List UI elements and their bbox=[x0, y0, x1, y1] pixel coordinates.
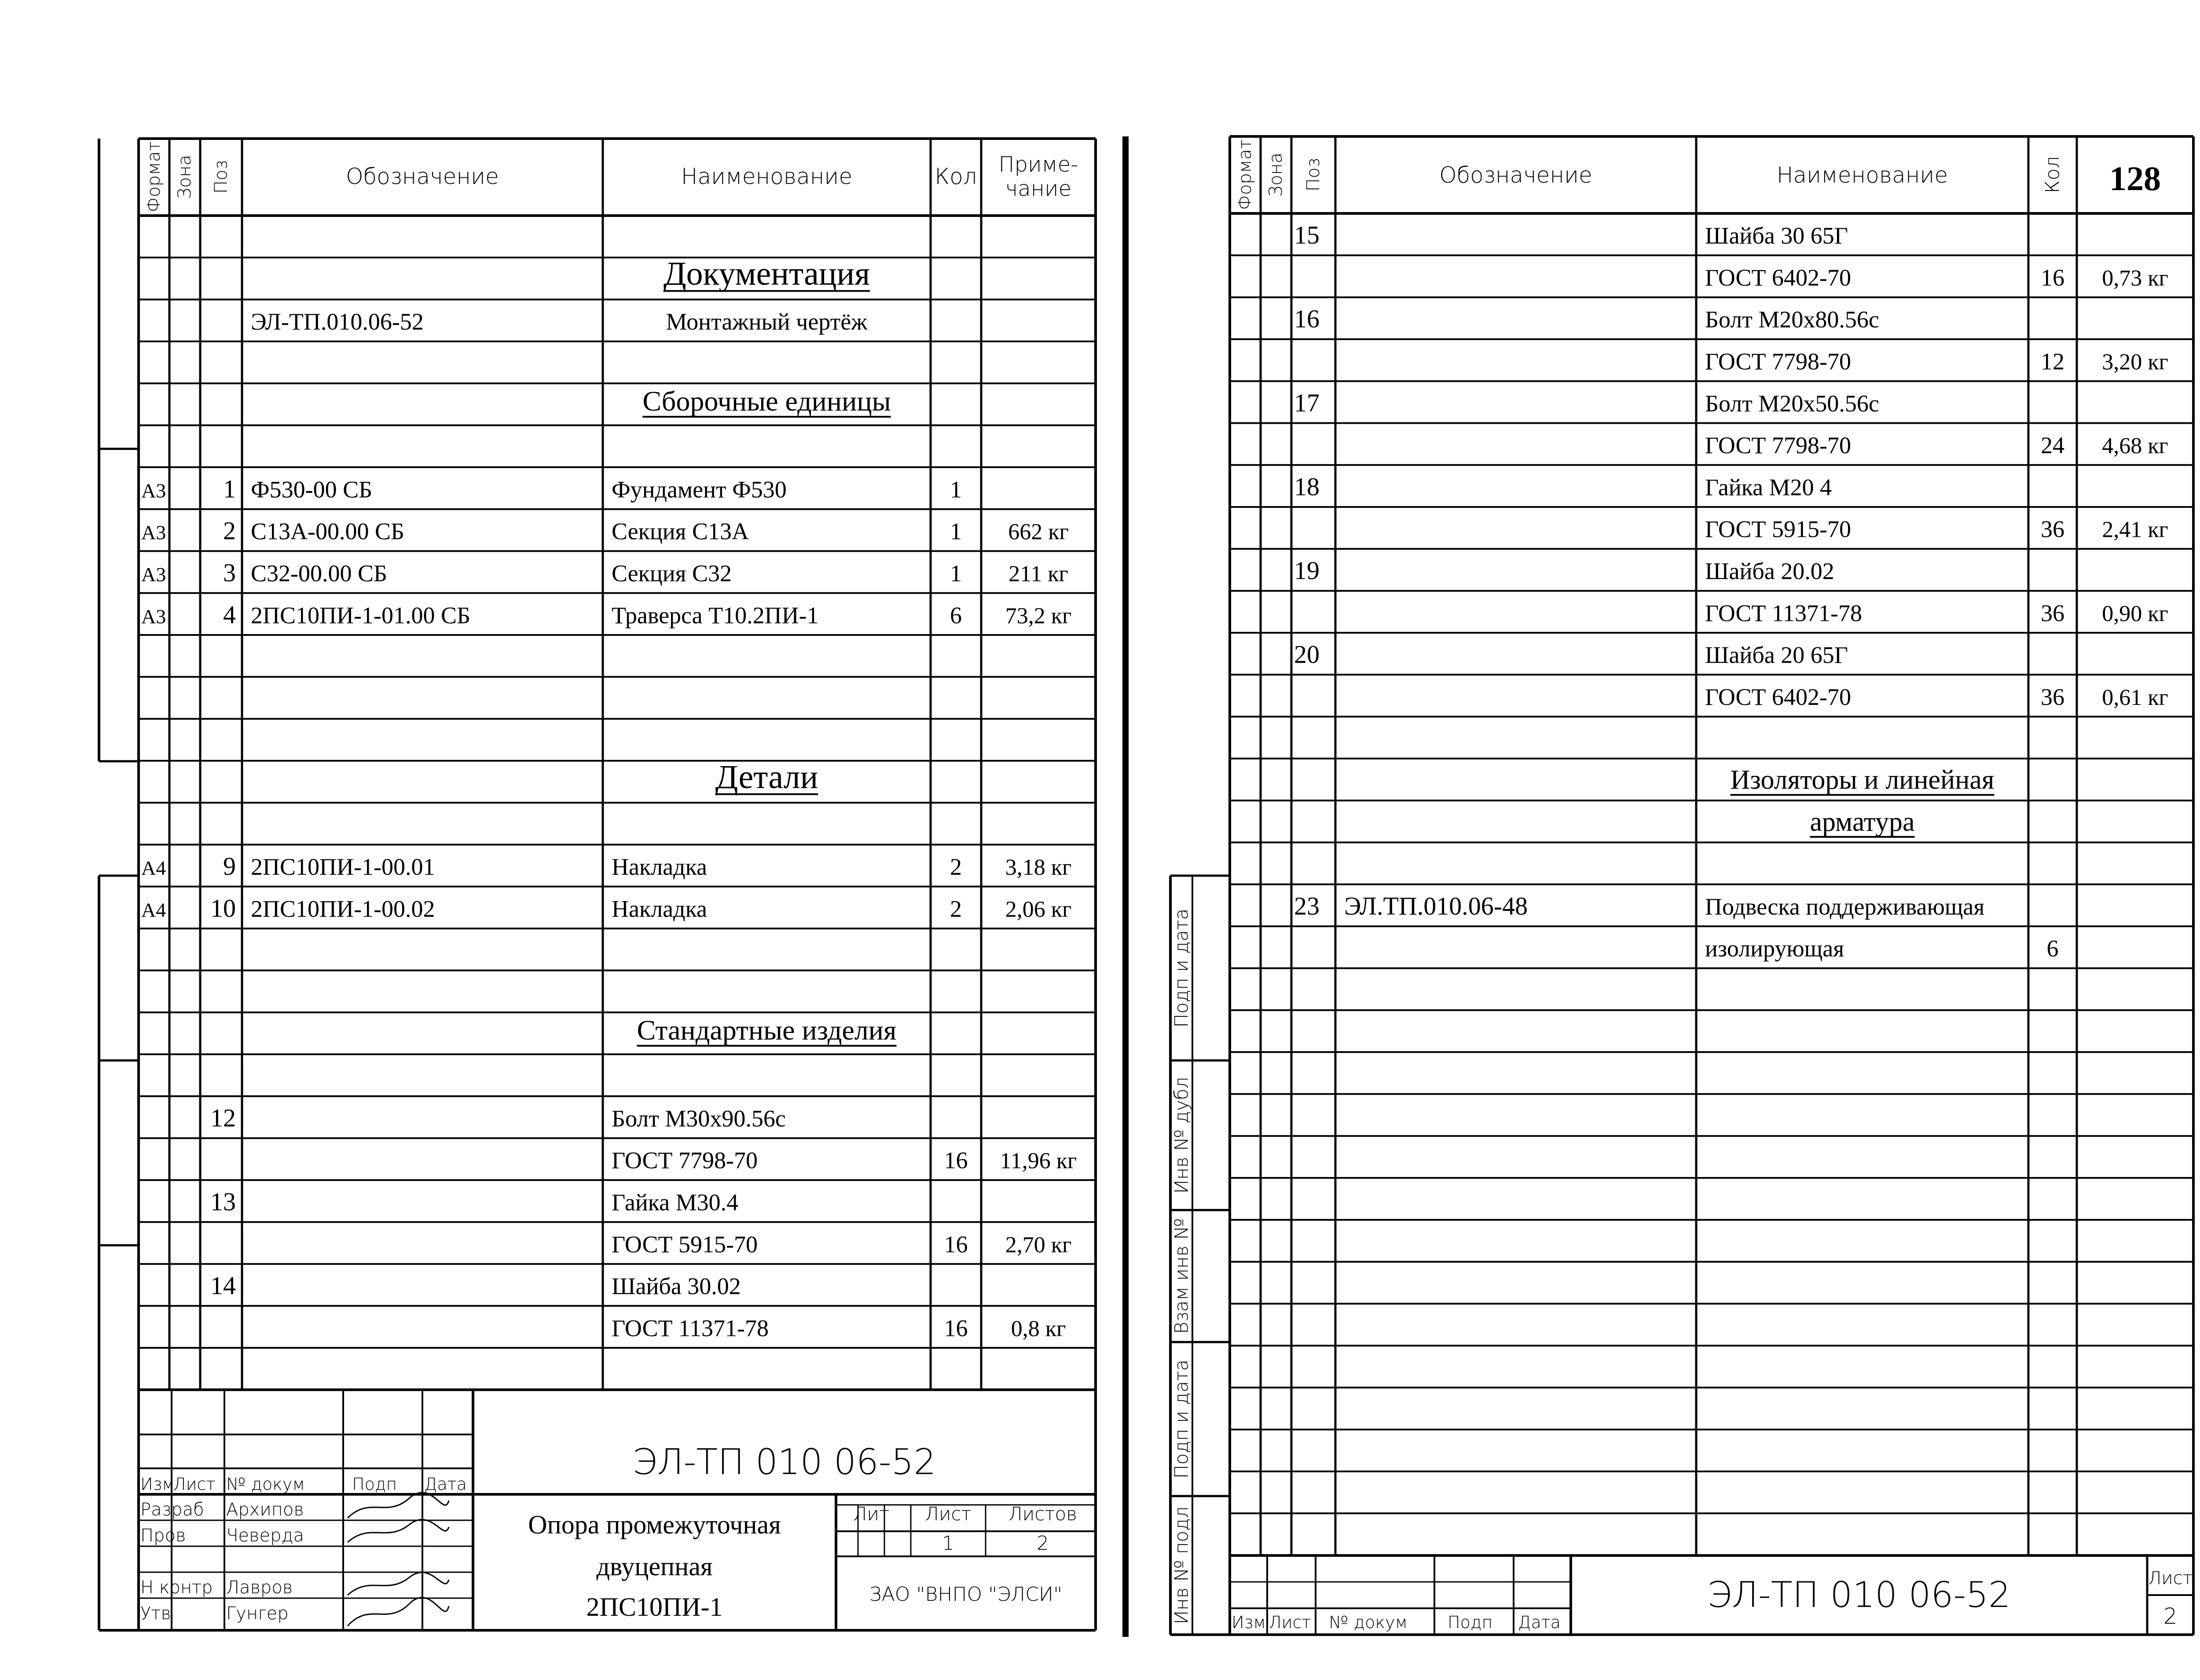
qty-cell: 36 bbox=[2041, 516, 2064, 543]
qty-cell: 36 bbox=[2041, 683, 2064, 710]
header-note: чание bbox=[1005, 176, 1072, 201]
header-qty: Кол bbox=[935, 164, 977, 189]
side-stamp-label: Инв № дубл bbox=[1170, 1077, 1192, 1194]
tb-sheets-value: 2 bbox=[1037, 1532, 1049, 1555]
tb-col-docnum: № докум bbox=[226, 1475, 305, 1494]
position-cell: 17 bbox=[1294, 388, 1320, 417]
header-zone: Зона bbox=[175, 154, 195, 199]
qty-cell: 2 bbox=[950, 895, 962, 922]
note-cell: 0,8 кг bbox=[1011, 1316, 1066, 1342]
tb-col-sign: Подп bbox=[1448, 1613, 1493, 1632]
name-cell: ГОСТ 7798-70 bbox=[1705, 432, 1852, 459]
name-cell: Секция С32 bbox=[612, 560, 732, 587]
position-cell: 12 bbox=[210, 1103, 236, 1132]
company-name: ЗАО "ВНПО "ЭЛСИ" bbox=[869, 1583, 1063, 1606]
name-cell: Шайба 20.02 bbox=[1705, 558, 1834, 585]
tb-role: Утв bbox=[140, 1603, 171, 1624]
note-cell: 0,73 кг bbox=[2102, 265, 2168, 291]
name-cell: ГОСТ 6402-70 bbox=[1705, 683, 1852, 710]
name-cell: Шайба 20 65Г bbox=[1705, 642, 1848, 668]
qty-cell: 1 bbox=[950, 518, 962, 545]
tb-person: Гунгер bbox=[226, 1603, 289, 1624]
header-qty: Кол bbox=[2041, 156, 2064, 194]
signature-mark bbox=[348, 1519, 449, 1542]
qty-cell: 2 bbox=[950, 854, 962, 880]
name-cell: Болт М30х90.56с bbox=[612, 1105, 786, 1132]
document-title: Опора промежуточная bbox=[528, 1510, 781, 1539]
name-cell: изолирующая bbox=[1705, 935, 1844, 962]
qty-cell: 24 bbox=[2041, 432, 2064, 459]
name-cell: Траверса Т10.2ПИ-1 bbox=[612, 602, 819, 629]
qty-cell: 16 bbox=[2041, 264, 2064, 291]
header-pos: Поз bbox=[1303, 158, 1324, 192]
section-heading: арматура bbox=[1810, 807, 1915, 837]
name-cell: Гайка М30.4 bbox=[612, 1189, 739, 1216]
tb-col-date: Дата bbox=[424, 1475, 467, 1494]
note-cell: 2,06 кг bbox=[1005, 897, 1072, 922]
tb-col-sign: Подп bbox=[352, 1475, 397, 1494]
side-stamp-label: Инв № подл bbox=[1170, 1506, 1192, 1625]
side-stamp-label: Подп и дата bbox=[1170, 908, 1192, 1028]
note-cell: 3,18 кг bbox=[1005, 855, 1072, 880]
note-cell: 3,20 кг bbox=[2102, 349, 2168, 375]
tb-col-izm: Изм bbox=[1232, 1613, 1266, 1632]
qty-cell: 16 bbox=[944, 1147, 968, 1174]
qty-cell: 6 bbox=[950, 602, 962, 629]
position-cell: 13 bbox=[210, 1187, 236, 1216]
header-format: Формат bbox=[144, 141, 164, 213]
left-spec-sheet bbox=[99, 139, 1096, 1630]
section-heading: Стандартные изделия bbox=[637, 1014, 897, 1046]
tb-sheet-value: 1 bbox=[942, 1532, 954, 1555]
qty-cell: 1 bbox=[950, 560, 962, 587]
position-cell: 1 bbox=[223, 474, 236, 503]
designation-cell: С32-00.00 СБ bbox=[251, 560, 388, 587]
section-heading: Изоляторы и линейная bbox=[1730, 765, 1995, 795]
position-cell: 10 bbox=[210, 894, 236, 923]
note-cell: 211 кг bbox=[1008, 561, 1068, 587]
name-cell: Подвеска поддерживающая bbox=[1705, 893, 1985, 920]
tb-person: Чеверда bbox=[226, 1526, 304, 1546]
tb-sheet-label: Лист bbox=[2148, 1568, 2193, 1588]
position-cell: 18 bbox=[1294, 472, 1320, 501]
designation-cell: Ф530-00 СБ bbox=[251, 476, 373, 503]
position-cell: 15 bbox=[1294, 220, 1320, 249]
note-cell: 662 кг bbox=[1008, 519, 1069, 545]
section-heading: Документация bbox=[663, 255, 870, 293]
note-cell: 4,68 кг bbox=[2102, 433, 2168, 459]
note-cell: 0,61 кг bbox=[2102, 685, 2168, 710]
name-cell: ГОСТ 7798-70 bbox=[1705, 348, 1852, 375]
format-cell: А3 bbox=[141, 605, 166, 628]
designation-cell: 2ПС10ПИ-1-01.00 СБ bbox=[251, 602, 470, 629]
name-cell: ГОСТ 11371-78 bbox=[1705, 600, 1863, 627]
position-cell: 9 bbox=[223, 852, 236, 881]
qty-cell: 1 bbox=[950, 476, 962, 503]
tb-sheet-value: 2 bbox=[2163, 1603, 2178, 1629]
side-stamp-label: Взам инв № bbox=[1170, 1218, 1192, 1334]
document-title: двуцепная bbox=[596, 1552, 713, 1581]
header-note: Приме- bbox=[998, 152, 1078, 177]
format-cell: А4 bbox=[141, 899, 166, 921]
header-format: Формат bbox=[1235, 139, 1255, 210]
position-cell: 3 bbox=[223, 558, 236, 587]
qty-cell: 12 bbox=[2041, 348, 2064, 375]
name-cell: Шайба 30.02 bbox=[612, 1273, 741, 1300]
designation-cell: 2ПС10ПИ-1-00.01 bbox=[251, 854, 435, 880]
header-name: Наименование bbox=[681, 164, 853, 189]
designation-cell: ЭЛ-ТП.010.06-52 bbox=[251, 308, 424, 335]
page-number: 128 bbox=[2109, 159, 2161, 198]
designation-cell: 2ПС10ПИ-1-00.02 bbox=[251, 895, 435, 922]
position-cell: 16 bbox=[1294, 304, 1320, 334]
name-cell: Фундамент Ф530 bbox=[612, 476, 787, 503]
position-cell: 19 bbox=[1294, 556, 1320, 585]
name-cell: ГОСТ 11371-78 bbox=[612, 1315, 769, 1342]
name-cell: ГОСТ 7798-70 bbox=[612, 1147, 758, 1174]
doc-code: ЭЛ-ТП 010 06-52 bbox=[1707, 1574, 2011, 1615]
tb-col-list: Лист bbox=[1269, 1613, 1311, 1632]
header-name: Наименование bbox=[1776, 162, 1948, 188]
tb-col-izm: Изм bbox=[140, 1475, 175, 1494]
note-cell: 2,70 кг bbox=[1005, 1232, 1072, 1258]
name-cell: Монтажный чертёж bbox=[666, 308, 868, 335]
tb-col-docnum: № докум bbox=[1329, 1613, 1408, 1632]
name-cell: Гайка М20 4 bbox=[1705, 474, 1832, 501]
format-cell: А4 bbox=[141, 857, 166, 880]
tb-sheets-label: Листов bbox=[1008, 1503, 1077, 1525]
name-cell: ГОСТ 5915-70 bbox=[1705, 516, 1852, 543]
qty-cell: 36 bbox=[2041, 600, 2064, 627]
position-cell: 2 bbox=[223, 516, 236, 545]
position-cell: 4 bbox=[223, 600, 236, 629]
document-title: 2ПС10ПИ-1 bbox=[586, 1592, 723, 1621]
signature-mark bbox=[348, 1572, 449, 1595]
right-spec-sheet bbox=[1170, 136, 2193, 1635]
tb-lit-label: Лит bbox=[853, 1503, 890, 1525]
name-cell: Болт М20х80.56с bbox=[1705, 306, 1879, 333]
section-heading: Сборочные единицы bbox=[642, 385, 891, 417]
side-stamp-label: Подп и дата bbox=[1170, 1359, 1192, 1479]
header-zone: Зона bbox=[1266, 152, 1286, 197]
tb-person: Архипов bbox=[226, 1500, 304, 1520]
header-designation: Обозначение bbox=[1439, 162, 1592, 188]
tb-col-list: Лист bbox=[173, 1475, 216, 1494]
name-cell: ГОСТ 6402-70 bbox=[1705, 264, 1852, 291]
section-heading: Детали bbox=[715, 758, 818, 796]
tb-sheet-label: Лист bbox=[925, 1503, 972, 1525]
tb-role: Пров bbox=[140, 1526, 186, 1546]
name-cell: Секция С13А bbox=[612, 518, 749, 545]
tb-role: Разраб bbox=[140, 1500, 204, 1520]
name-cell: Шайба 30 65Г bbox=[1705, 222, 1848, 249]
doc-code: ЭЛ-ТП 010 06-52 bbox=[632, 1442, 936, 1482]
position-cell: 20 bbox=[1294, 640, 1320, 669]
signature-mark bbox=[348, 1598, 449, 1626]
header-designation: Обозначение bbox=[346, 164, 499, 189]
note-cell: 73,2 кг bbox=[1005, 603, 1072, 629]
tb-col-date: Дата bbox=[1518, 1613, 1561, 1632]
format-cell: А3 bbox=[141, 521, 166, 544]
qty-cell: 16 bbox=[944, 1231, 968, 1258]
tb-person: Лавров bbox=[226, 1577, 293, 1598]
tb-role: Н контр bbox=[140, 1577, 213, 1598]
qty-cell: 6 bbox=[2046, 935, 2059, 962]
signature-mark bbox=[348, 1493, 449, 1518]
note-cell: 11,96 кг bbox=[1000, 1148, 1077, 1174]
note-cell: 0,90 кг bbox=[2102, 601, 2168, 627]
name-cell: Болт М20х50.56с bbox=[1705, 390, 1879, 417]
header-pos: Поз bbox=[211, 160, 231, 194]
name-cell: Накладка bbox=[612, 854, 707, 880]
name-cell: ГОСТ 5915-70 bbox=[612, 1231, 758, 1258]
designation-cell: С13А-00.00 СБ bbox=[251, 518, 405, 545]
qty-cell: 16 bbox=[944, 1315, 968, 1342]
designation-cell: ЭЛ.ТП.010.06-48 bbox=[1344, 891, 1528, 921]
format-cell: А3 bbox=[141, 479, 166, 502]
position-cell: 14 bbox=[210, 1271, 236, 1300]
position-cell: 23 bbox=[1294, 891, 1320, 921]
name-cell: Накладка bbox=[612, 895, 707, 922]
note-cell: 2,41 кг bbox=[2102, 517, 2168, 543]
format-cell: А3 bbox=[141, 563, 166, 586]
